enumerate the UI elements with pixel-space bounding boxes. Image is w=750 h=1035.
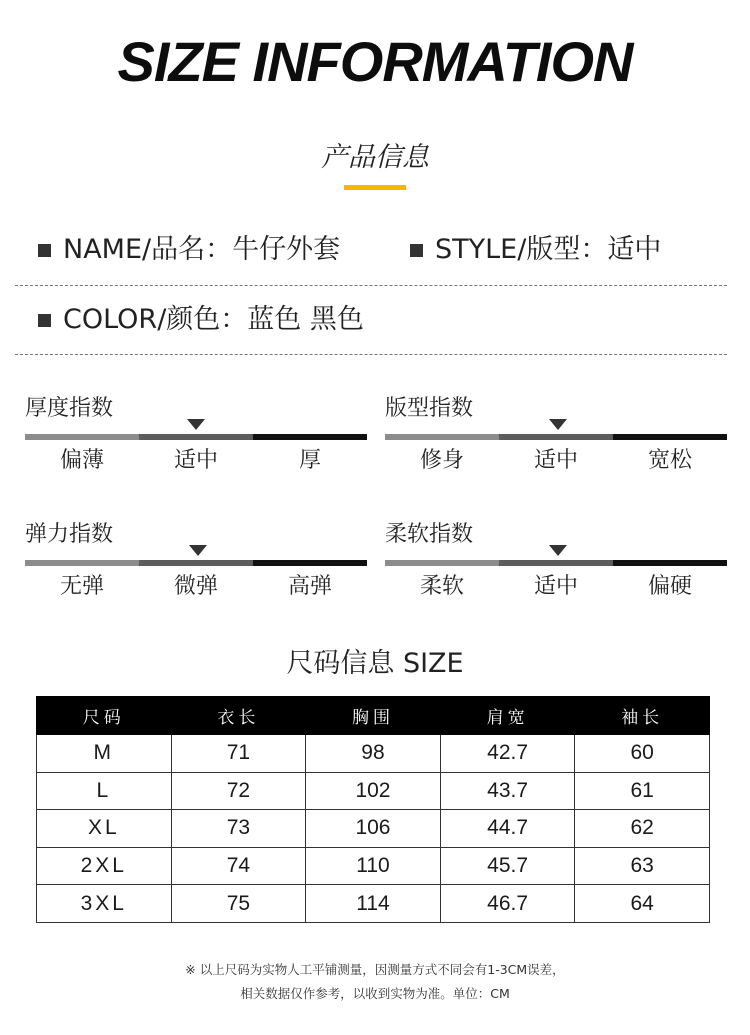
- table-cell: 2XL: [37, 847, 172, 885]
- table-row: [37, 847, 710, 885]
- table-cell: 61: [575, 772, 710, 810]
- table-row: [37, 810, 710, 848]
- table-cell: 106: [306, 810, 441, 848]
- size-table: [36, 696, 710, 923]
- index-label: 高弹: [287, 574, 332, 599]
- index-label: 适中: [533, 574, 578, 599]
- table-cell: M: [37, 735, 172, 773]
- table-cell: 71: [171, 735, 306, 773]
- table-cell: L: [37, 772, 172, 810]
- index-title: 弹力指数: [25, 522, 114, 547]
- elasticity-index: [25, 520, 367, 620]
- bullet-square-icon: [38, 314, 51, 327]
- product-name-text: NAME/品名：牛仔外套: [63, 234, 341, 265]
- column-header: 肩宽: [440, 697, 575, 735]
- product-name-line: [38, 232, 340, 268]
- table-cell: 114: [306, 885, 441, 923]
- index-scale-bar: [385, 434, 727, 440]
- product-color-line: [38, 302, 364, 338]
- indicator-arrow-icon: [549, 419, 567, 430]
- thickness-index: [25, 394, 367, 494]
- measurement-note: ※ 以上尺码为实物人工平铺测量，因测量方式不同会有1-3CM误差，: [185, 962, 565, 977]
- index-label: 厚: [298, 448, 321, 473]
- index-scale-bar: [25, 434, 367, 440]
- softness-index: [385, 520, 727, 620]
- table-cell: 62: [575, 810, 710, 848]
- index-title: 柔软指数: [385, 522, 474, 547]
- product-info-heading: 产品信息: [321, 142, 429, 173]
- table-cell: 42.7: [440, 735, 575, 773]
- table-cell: 73: [171, 810, 306, 848]
- table-row: [37, 772, 710, 810]
- table-cell: XL: [37, 810, 172, 848]
- table-cell: 46.7: [440, 885, 575, 923]
- index-label: 宽松: [647, 448, 692, 473]
- page-title: SIZE INFORMATION: [117, 30, 633, 93]
- product-style-text: STYLE/版型：适中: [435, 234, 662, 265]
- table-cell: 75: [171, 885, 306, 923]
- table-cell: 63: [575, 847, 710, 885]
- size-table-title: 尺码信息 SIZE: [286, 648, 464, 679]
- index-label: 微弹: [173, 574, 218, 599]
- bullet-square-icon: [38, 244, 51, 257]
- index-scale-bar: [385, 560, 727, 566]
- table-header-row: [37, 697, 710, 735]
- table-cell: 74: [171, 847, 306, 885]
- index-title: 厚度指数: [25, 396, 114, 421]
- index-scale-bar: [25, 560, 367, 566]
- index-label: 适中: [173, 448, 218, 473]
- table-cell: 72: [171, 772, 306, 810]
- index-label: 修身: [419, 448, 464, 473]
- index-label: 无弹: [59, 574, 104, 599]
- table-cell: 44.7: [440, 810, 575, 848]
- index-label: 柔软: [419, 574, 464, 599]
- heading-underline: [344, 185, 406, 190]
- table-cell: 110: [306, 847, 441, 885]
- indicator-arrow-icon: [189, 545, 207, 556]
- table-row: [37, 885, 710, 923]
- column-header: 袖长: [575, 697, 710, 735]
- column-header: 胸围: [306, 697, 441, 735]
- product-color-text: COLOR/颜色：蓝色 黑色: [63, 304, 364, 335]
- table-cell: 43.7: [440, 772, 575, 810]
- index-label: 偏薄: [59, 448, 104, 473]
- divider: [15, 354, 727, 355]
- table-cell: 3XL: [37, 885, 172, 923]
- divider: [15, 285, 727, 286]
- indicator-arrow-icon: [187, 419, 205, 430]
- table-cell: 60: [575, 735, 710, 773]
- indicator-arrow-icon: [549, 545, 567, 556]
- table-row: [37, 735, 710, 773]
- column-header: 尺码: [37, 697, 172, 735]
- column-header: 衣长: [171, 697, 306, 735]
- table-cell: 102: [306, 772, 441, 810]
- index-label: 偏硬: [647, 574, 692, 599]
- table-cell: 98: [306, 735, 441, 773]
- measurement-note: 相关数据仅作参考，以收到实物为准。单位：CM: [240, 986, 510, 1001]
- fit-index: [385, 394, 727, 494]
- table-cell: 64: [575, 885, 710, 923]
- table-cell: 45.7: [440, 847, 575, 885]
- product-style-line: [410, 232, 661, 268]
- bullet-square-icon: [410, 244, 423, 257]
- index-label: 适中: [533, 448, 578, 473]
- index-title: 版型指数: [385, 396, 474, 421]
